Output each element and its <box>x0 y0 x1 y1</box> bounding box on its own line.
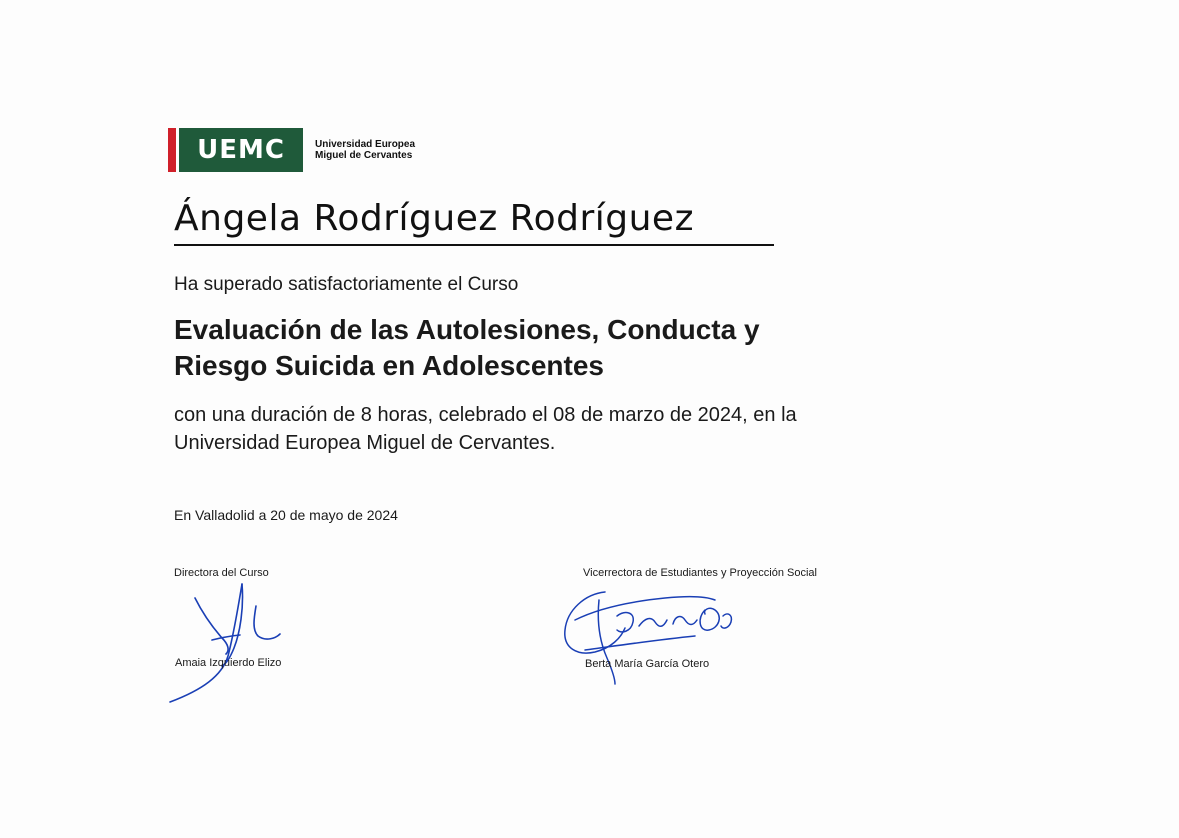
logo-line-2: Miguel de Cervantes <box>315 150 413 161</box>
university-logo <box>168 128 415 172</box>
left-signer-name: Amaia Izquierdo Elizo <box>175 657 282 669</box>
right-handwritten-signature-icon <box>555 580 745 690</box>
recipient-name: Ángela Rodríguez Rodríguez <box>174 198 694 239</box>
left-signer-role: Directora del Curso <box>174 567 269 579</box>
right-signer-role: Vicerrectora de Estudiantes y Proyección Social <box>583 567 817 579</box>
logo-wordmark <box>315 139 415 161</box>
right-signer-name: Berta María García Otero <box>585 658 710 670</box>
logo-mark <box>179 128 303 172</box>
course-title-line-1: Evaluación de las Autolesiones, Conducta y <box>174 314 760 345</box>
course-title <box>174 312 874 384</box>
left-handwritten-signature-icon <box>160 578 300 708</box>
logo-line-1: Universidad Europea <box>315 139 416 150</box>
logo-mark-text: UEMC <box>197 135 285 165</box>
name-underline <box>174 244 774 246</box>
logo-red-bar <box>168 128 176 172</box>
place-and-date: En Valladolid a 20 de mayo de 2024 <box>174 507 398 523</box>
course-details <box>174 401 894 457</box>
intro-text: Ha superado satisfactoriamente el Curso <box>174 274 519 295</box>
course-details-line-1: con una duración de 8 horas, celebrado el 08 de marzo de 2024, en la <box>174 404 797 426</box>
course-details-line-2: Universidad Europea Miguel de Cervantes. <box>174 432 556 454</box>
course-title-line-2: Riesgo Suicida en Adolescentes <box>174 350 604 381</box>
